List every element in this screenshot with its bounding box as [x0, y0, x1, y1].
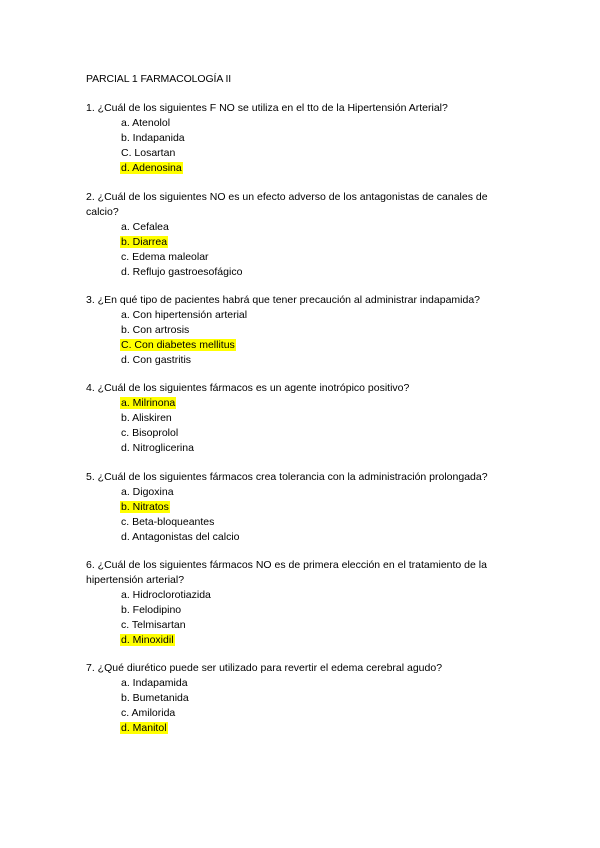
answer-option-highlighted: d. Adenosina — [121, 162, 182, 174]
answer-option: d. Nitroglicerina — [121, 442, 194, 454]
question-6 — [86, 558, 502, 648]
question-stem: 3. ¿En qué tipo de pacientes habrá que tener precaución al administrar indapamida? — [86, 294, 481, 306]
question-stem: 4. ¿Cuál de los siguientes fármacos es un agente inotrópico positivo? — [86, 382, 410, 394]
answer-option: b. Aliskiren — [121, 412, 172, 424]
answer-option: d. Antagonistas del calcio — [121, 531, 240, 543]
answer-option: a. Cefalea — [121, 221, 169, 233]
answer-option: b. Con artrosis — [121, 324, 190, 336]
answer-option: c. Amilorida — [121, 707, 176, 719]
answer-option: d. Reflujo gastroesofágico — [121, 266, 243, 278]
answer-option: c. Telmisartan — [121, 619, 186, 631]
question-3 — [86, 293, 502, 368]
question-stem: 7. ¿Qué diurético puede ser utilizado para revertir el edema cerebral agudo? — [86, 662, 443, 674]
answer-options — [86, 396, 502, 456]
answer-options — [86, 588, 502, 648]
question-5 — [86, 470, 502, 545]
answer-option-highlighted: d. Manitol — [121, 722, 167, 734]
answer-option-highlighted: b. Diarrea — [121, 236, 168, 248]
answer-option-highlighted: C. Con diabetes mellitus — [121, 339, 235, 351]
answer-option: b. Bumetanida — [121, 692, 189, 704]
answer-option: c. Bisoprolol — [121, 427, 179, 439]
answer-options — [86, 220, 502, 280]
answer-option: d. Con gastritis — [121, 354, 192, 366]
answer-options — [86, 485, 502, 545]
question-2 — [86, 190, 502, 280]
answer-option: a. Digoxina — [121, 486, 174, 498]
answer-option: C. Losartan — [121, 147, 176, 159]
answer-option: a. Hidroclorotiazida — [121, 589, 211, 601]
question-7 — [86, 661, 502, 736]
answer-option: c. Edema maleolar — [121, 251, 209, 263]
question-stem: 6. ¿Cuál de los siguientes fármacos NO es de primera elección en el tratamiento de la hipertensión arterial? — [86, 559, 487, 586]
question-stem: 2. ¿Cuál de los siguientes NO es un efecto adverso de los antagonistas de canales de calcio? — [86, 191, 488, 218]
answer-option-highlighted: a. Milrinona — [121, 397, 176, 409]
answer-option-highlighted: b. Nitratos — [121, 501, 169, 513]
answer-option: a. Con hipertensión arterial — [121, 309, 248, 321]
answer-option: b. Indapanida — [121, 132, 185, 144]
answer-option: c. Beta-bloqueantes — [121, 516, 215, 528]
answer-option: a. Indapamida — [121, 677, 188, 689]
answer-option: b. Felodipino — [121, 604, 182, 616]
question-stem: 1. ¿Cuál de los siguientes F NO se utiliza en el tto de la Hipertensión Arterial? — [86, 102, 448, 114]
document-title: PARCIAL 1 FARMACOLOGÍA II — [86, 73, 232, 85]
answer-options — [86, 308, 502, 368]
answer-option-highlighted: d. Minoxidil — [121, 634, 174, 646]
question-stem: 5. ¿Cuál de los siguientes fármacos crea tolerancia con la administración prolongada? — [86, 471, 488, 483]
answer-options — [86, 116, 502, 176]
question-4 — [86, 381, 502, 456]
question-1 — [86, 101, 502, 176]
answer-option: a. Atenolol — [121, 117, 171, 129]
answer-options — [86, 676, 502, 736]
